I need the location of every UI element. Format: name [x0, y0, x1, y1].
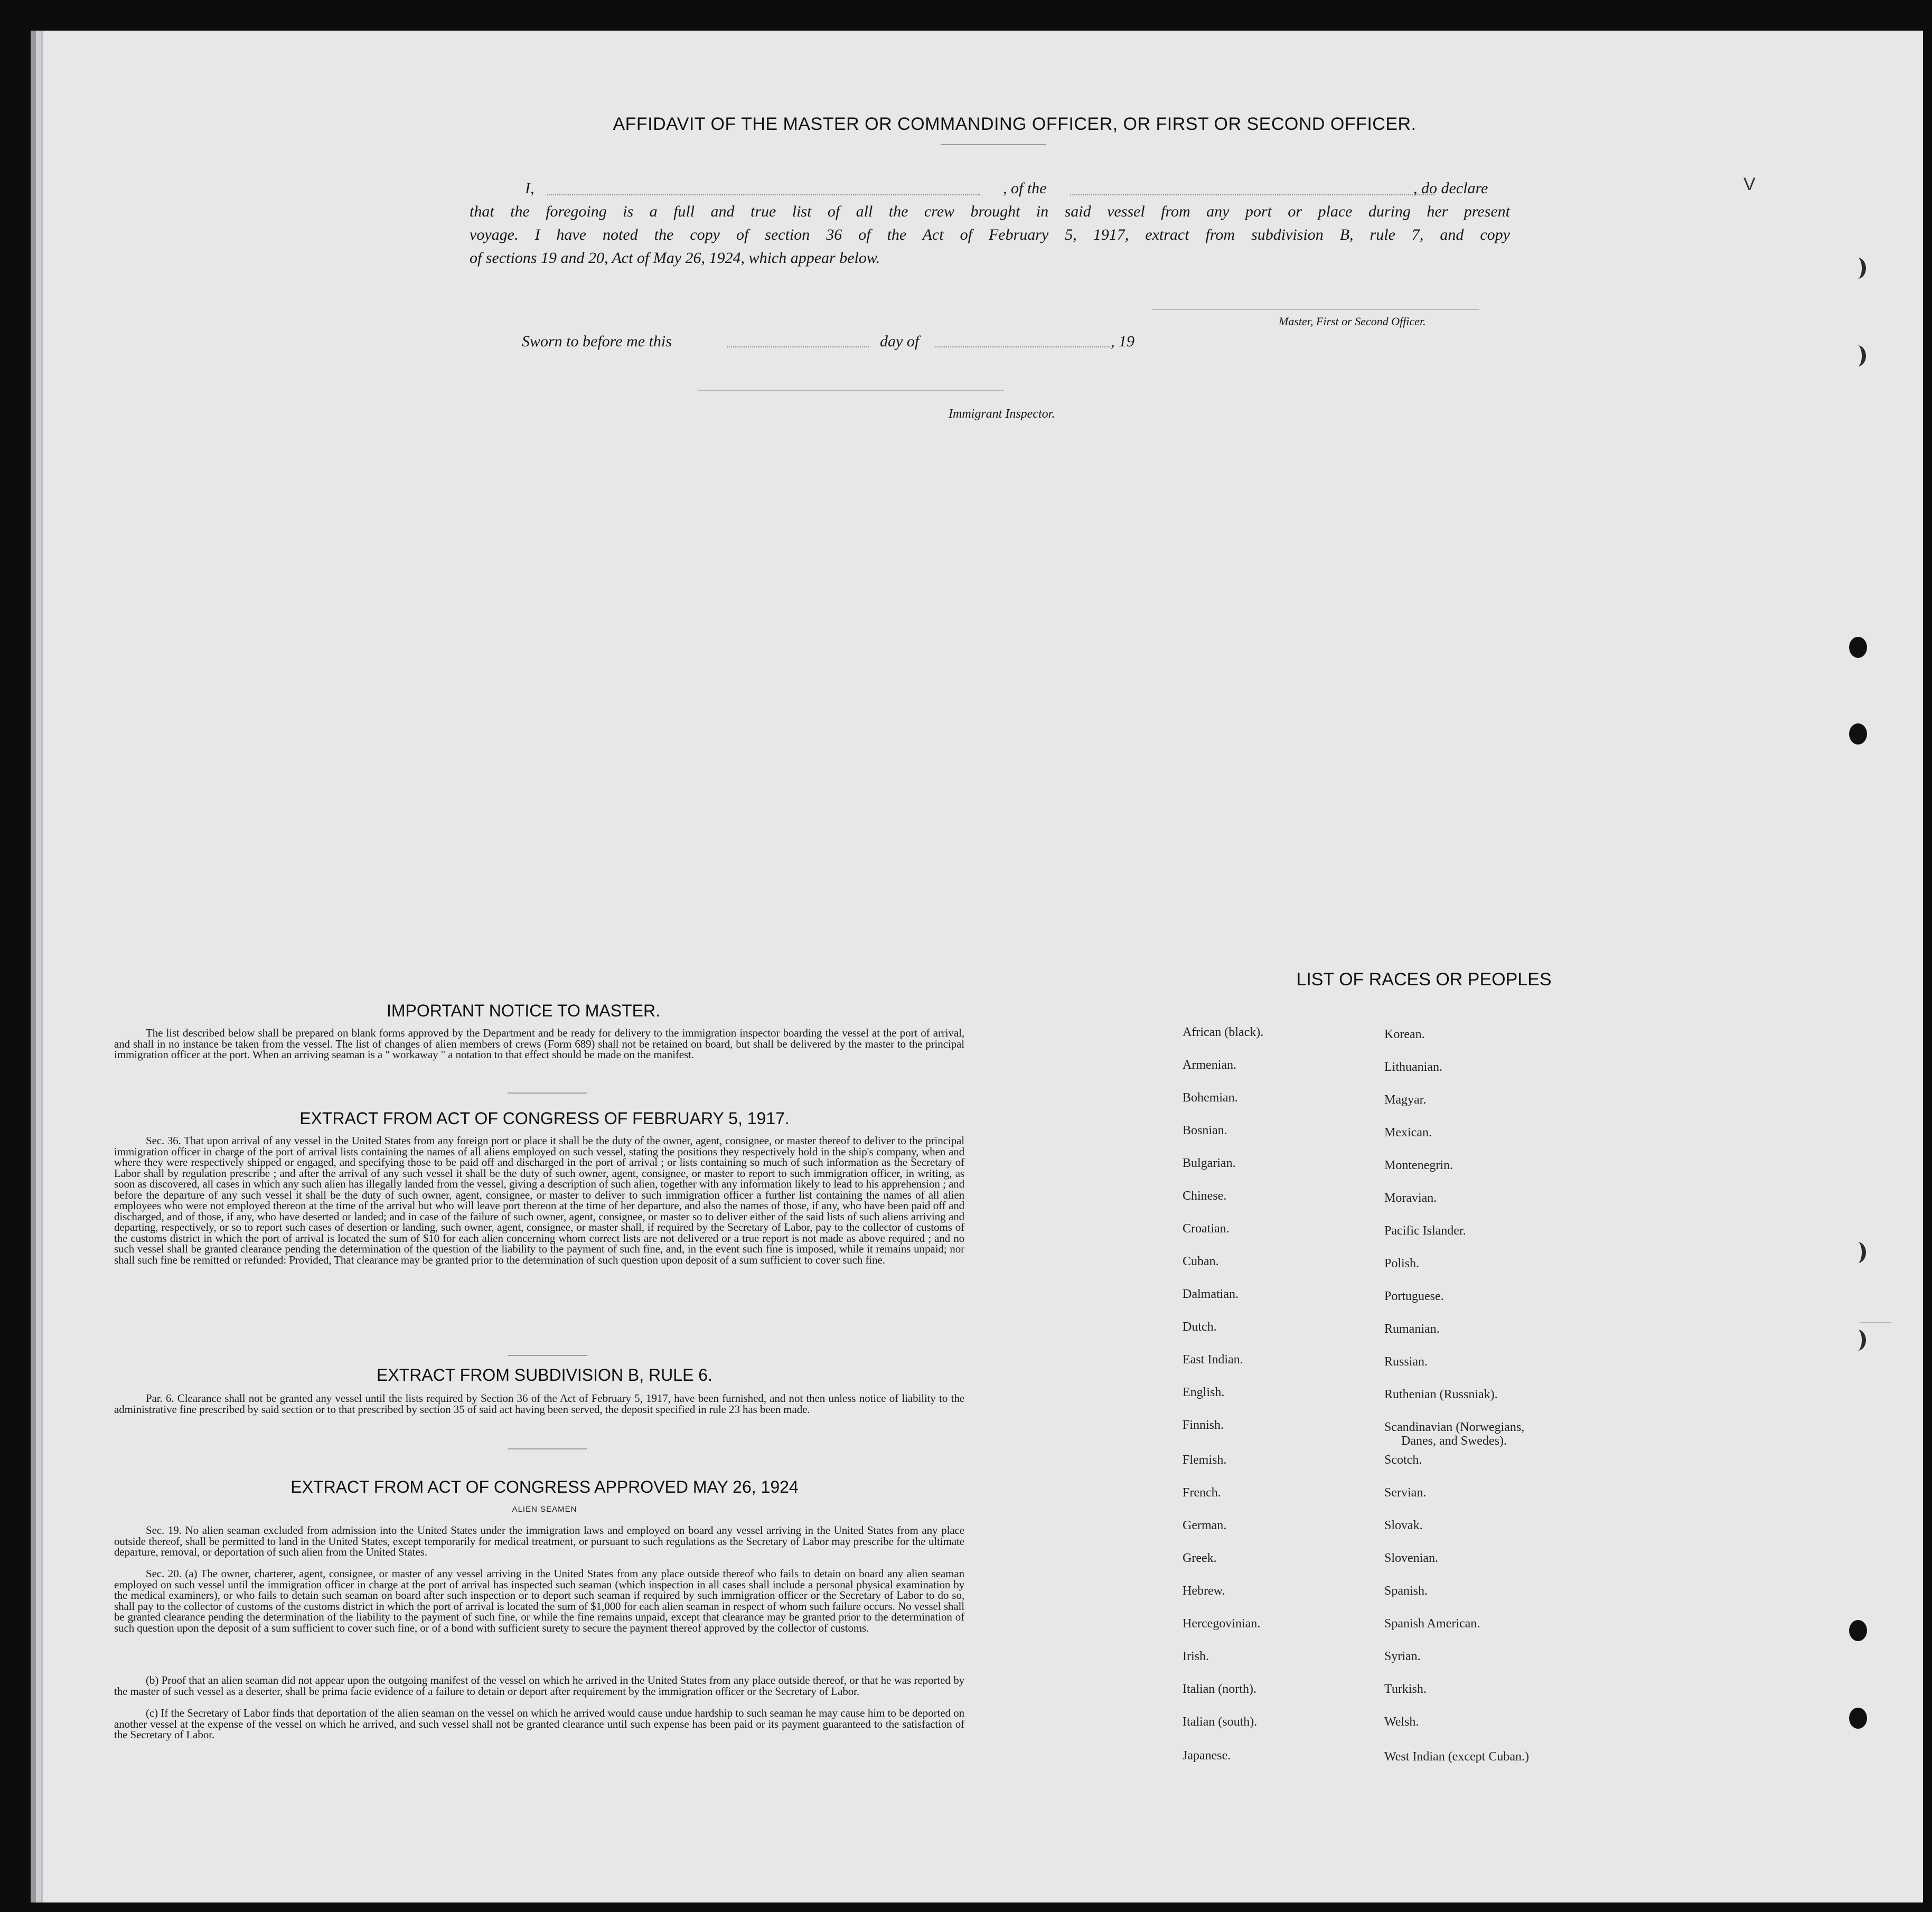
- race-item: French.: [1183, 1486, 1221, 1500]
- extract-1924-subtitle: ALIEN SEAMEN: [512, 1505, 577, 1514]
- notice-text: The list described below shall be prepared on blank forms approved by the Department and be ready for delivery to the immigration inspector boarding the vessel at the port of arrival, and shall in no instance be taken from the vessel. The list of changes of alien members of crews (Form 689) shall not be retained on board, but shall be delivered by the master to the principal immigration officer at the port. When an arriving seaman is a " workaway " a notation to that effect should be made on the manifest.: [114, 1026, 964, 1061]
- punch-hole-icon: [1849, 723, 1867, 745]
- divider-1: [508, 1092, 587, 1094]
- race-item: Hercegovinian.: [1183, 1617, 1261, 1631]
- race-item: Japanese.: [1183, 1749, 1231, 1763]
- punch-hole-icon: [1849, 1708, 1867, 1729]
- title-divider: [941, 144, 1046, 145]
- race-item: Rumanian.: [1384, 1322, 1440, 1336]
- race-item: English.: [1183, 1386, 1225, 1399]
- race-item: Magyar.: [1384, 1093, 1427, 1107]
- inspector-label: Immigrant Inspector.: [949, 407, 1055, 421]
- race-item: Syrian.: [1384, 1650, 1421, 1663]
- race-item: Ruthenian (Russniak).: [1384, 1388, 1498, 1401]
- race-item: Dalmatian.: [1183, 1287, 1239, 1301]
- punch-hole-icon: [1849, 1620, 1867, 1641]
- name-blank[interactable]: [547, 194, 980, 195]
- sec20c-text: (c) If the Secretary of Labor finds that deportation of the alien seaman on the vessel on which he arrived would cause undue hardship to such seaman he may cause him to be deported on another vessel at the expense of the vessel on which he arrived, and such vessel shall not be granted clearance until such expense has been paid or its payment guaranteed to the satisfaction of the Secretary of Labor.: [114, 1707, 964, 1741]
- race-item: Italian (south).: [1183, 1715, 1258, 1729]
- extract-rule6-text: Par. 6. Clearance shall not be granted any vessel until the lists required by Section 36 of the Act of February 5, 1917, have been furnished, and not then unless notice of liability to the administrative fine prescribed by said section or to that prescribed by section 35 of said act having been served, the deposit specified in rule 23 has been made.: [114, 1392, 964, 1416]
- sworn-year: , 19: [1111, 333, 1134, 350]
- race-item: Dutch.: [1183, 1320, 1217, 1334]
- extract-1917-title: EXTRACT FROM ACT OF CONGRESS OF FEBRUARY 5, 1917.: [299, 1109, 790, 1128]
- race-item: Spanish American.: [1384, 1617, 1480, 1631]
- race-item: Finnish.: [1183, 1418, 1224, 1432]
- extract-rule6-title: EXTRACT FROM SUBDIVISION B, RULE 6.: [377, 1365, 712, 1384]
- sec20b-text: (b) Proof that an alien seaman did not appear upon the outgoing manifest of the vessel on which he arrived in the United States from any place outside thereof, or that he was reported by the master of such vessel as a deserter, shall be prima facie evidence of a failure to detain or deport after requirement by the immigration officer or the Secretary of Labor.: [114, 1674, 964, 1698]
- punch-hole-icon: [1849, 637, 1867, 658]
- inspector-signature-line[interactable]: [698, 390, 1004, 391]
- document-page: [41, 31, 1923, 1902]
- race-item: Montenegrin.: [1384, 1158, 1453, 1172]
- divider-3: [508, 1448, 587, 1449]
- right-margin-rule: [1860, 1322, 1891, 1323]
- race-item: African (black).: [1183, 1025, 1264, 1039]
- race-item: Spanish.: [1384, 1584, 1428, 1598]
- race-item: Chinese.: [1183, 1189, 1227, 1203]
- punch-hole-icon: [1849, 1330, 1866, 1351]
- race-item: Danes, and Swedes).: [1401, 1434, 1507, 1448]
- vessel-blank[interactable]: [1070, 194, 1434, 195]
- race-item: Bulgarian.: [1183, 1156, 1236, 1170]
- affidavit-of-the: , of the: [1003, 180, 1047, 197]
- race-item: Hebrew.: [1183, 1584, 1225, 1598]
- master-signature-line[interactable]: [1152, 309, 1479, 310]
- race-item: Mexican.: [1384, 1126, 1432, 1139]
- extract-1924-title: EXTRACT FROM ACT OF CONGRESS APPROVED MAY 26, 1924: [290, 1477, 799, 1496]
- divider-2: [508, 1355, 587, 1356]
- race-item: Italian (north).: [1183, 1682, 1256, 1696]
- race-item: Portuguese.: [1384, 1289, 1444, 1303]
- race-item: Korean.: [1384, 1028, 1425, 1041]
- affidavit-line-3: voyage. I have noted the copy of section 36 of the Act of February 5, 1917, extract from subdivision B, rule 7, and copy: [470, 226, 1510, 243]
- race-item: Slovak.: [1384, 1519, 1423, 1532]
- race-item: Pacific Islander.: [1384, 1224, 1466, 1238]
- affidavit-i: I,: [525, 180, 534, 197]
- punch-hole-icon: [1849, 1242, 1866, 1263]
- races-title: LIST OF RACES OR PEOPLES: [1296, 969, 1552, 990]
- race-item: Cuban.: [1183, 1255, 1219, 1268]
- margin-tick-mark: V: [1743, 174, 1756, 194]
- sec20a-text: Sec. 20. (a) The owner, charterer, agent, consignee, or master of any vessel arriving in the United States from any place outside thereof who fails to detain on board any alien seaman employed on such vessel until the immigration officer in charge at the port of arrival has inspected such seaman (which inspection in all cases shall include a personal physical examination by the medical examiners), or who fails to detain such seaman on board after such inspection or to deport such seaman if required by such immigration officer or the Secretary of Labor to do so, shall pay to the collector of customs of the customs district in which the port of arrival is located the sum of $1,000 for each alien seaman in respect of whom such failure occurs. No vessel shall be granted clearance pending the determination of the liability to the payment of such fine, or while the fine remains unpaid, except that clearance may be granted prior to the determination of such question upon the deposit of a sum sufficient to cover such fine, or of a bond with sufficient surety to secure the payment thereof approved by the collector of customs.: [114, 1567, 964, 1634]
- race-item: Welsh.: [1384, 1715, 1419, 1729]
- race-item: Turkish.: [1384, 1682, 1427, 1696]
- affidavit-line-2: that the foregoing is a full and true list of all the crew brought in said vessel from any port or place during her present: [470, 203, 1510, 220]
- race-item: Polish.: [1384, 1257, 1420, 1270]
- race-item: Irish.: [1183, 1650, 1209, 1663]
- race-item: Greek.: [1183, 1551, 1217, 1565]
- affidavit-declare: , do declare: [1413, 180, 1488, 197]
- race-item: Croatian.: [1183, 1222, 1230, 1236]
- race-item: Scandinavian (Norwegians,: [1384, 1420, 1525, 1434]
- race-item: West Indian (except Cuban.): [1384, 1750, 1529, 1764]
- race-item: Armenian.: [1183, 1058, 1236, 1072]
- race-item: Russian.: [1384, 1355, 1428, 1369]
- race-item: Scotch.: [1384, 1453, 1422, 1467]
- punch-hole-icon: [1849, 258, 1866, 279]
- sec19-text: Sec. 19. No alien seaman excluded from admission into the United States under the immigration laws and employed on board any vessel arriving in the United States from any place outside thereof, shall be permitted to land in the United States, except temporarily for medical treatment, or pursuant to such regulations as the Secretary of Labor may prescribe for the ultimate departure, removal, or deportation of such alien from the United States.: [114, 1524, 964, 1558]
- sworn-day-of: day of: [880, 333, 920, 350]
- affidavit-line-4: of sections 19 and 20, Act of May 26, 1924, which appear below.: [470, 249, 880, 267]
- race-item: Slovenian.: [1384, 1551, 1438, 1565]
- extract-1917-text: Sec. 36. That upon arrival of any vessel in the United States from any foreign port or place it shall be the duty of the owner, agent, consignee, or master thereof to deliver to the principal immigration officer in charge of the port of arrival lists containing the names of all aliens employed on such vessel, stating the positions they respectively hold in the ship's company, when and where they were respectively shipped or engaged, and specifying those to be paid off and discharged in the port of arrival ; or lists containing so much of such information as the Secretary of Labor shall by regulation prescribe ; and after the arrival of any such vessel it shall be the duty of such owner, agent, consignee, or master to report to such immigration officer, in writing, as soon as discovered, all cases in which any such alien has illegally landed from the vessel, giving a description of such alien, together with any information likely to lead to his apprehension ; and before the departure of any such vessel it shall be the duty of such owner, agent, consignee, or master to deliver to such immigration officer a further list containing the names of all alien employees who were not employed thereon at the time of the arrival but who will leave port thereon at the time of her departure, and also the names of those, if any, who have been paid off and discharged, and of those, if any, who have deserted or landed; and in case of the failure of such owner, agent, consignee, or master so to deliver either of the said lists of such aliens arriving and departing, respectively, or so to report such cases of desertion or landing, such owner, agent, consignee, or master shall, if required by the Secretary of Labor, pay to the collector of customs of the customs district in which the port of arrival is located the sum of $10 for each alien concerning whom correct lists are not delivered or a true report is not made as above required ; and no such vessel shall be granted clearance pending the determination of the question of the liability to the payment of such fine, and, in the event such fine is imposed, while it remains unpaid; nor shall such fine be remitted or refunded: Provided, That clearance may be granted prior to the determination of such question upon deposit of a sum sufficient to cover such fine.: [114, 1134, 964, 1266]
- race-item: German.: [1183, 1519, 1227, 1532]
- master-signature-label: Master, First or Second Officer.: [1279, 315, 1426, 328]
- notice-title: IMPORTANT NOTICE TO MASTER.: [387, 1001, 660, 1020]
- race-item: Moravian.: [1384, 1191, 1437, 1205]
- race-item: East Indian.: [1183, 1353, 1243, 1367]
- race-item: Flemish.: [1183, 1453, 1227, 1467]
- race-item: Bosnian.: [1183, 1124, 1227, 1137]
- sworn-prefix: Sworn to before me this: [522, 333, 672, 350]
- race-item: Lithuanian.: [1384, 1060, 1442, 1074]
- race-item: Servian.: [1384, 1486, 1427, 1500]
- affidavit-title: AFFIDAVIT OF THE MASTER OR COMMANDING OFFICER, OR FIRST OR SECOND OFFICER.: [613, 114, 1417, 134]
- race-item: Bohemian.: [1183, 1091, 1238, 1105]
- sworn-day-blank[interactable]: [727, 346, 869, 347]
- punch-hole-icon: [1849, 345, 1866, 366]
- sworn-month-blank[interactable]: [935, 346, 1110, 347]
